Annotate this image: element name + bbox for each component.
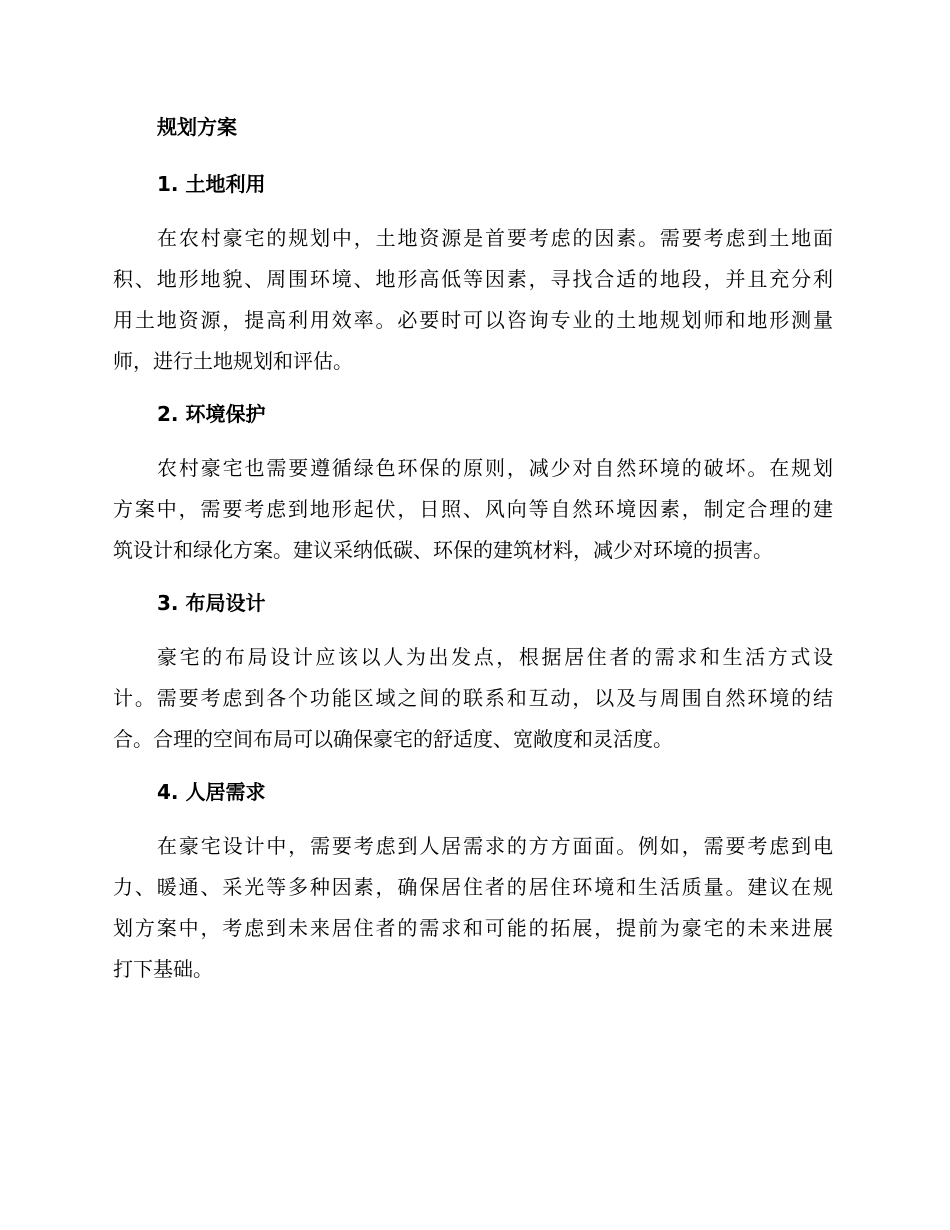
paragraph-line: 用土地资源，提高利用效率。必要时可以咨询专业的土地规划师和地形测量	[113, 308, 833, 332]
paragraph-line: 积、地形地貌、周围环境、地形高低等因素，寻找合适的地段，并且充分利	[113, 267, 833, 291]
paragraph-line: 力、暖通、采光等多种因素，确保居住者的居住环境和生活质量。建议在规	[113, 875, 833, 899]
paragraph-line: 计。需要考虑到各个功能区域之间的联系和互动，以及与周围自然环境的结	[113, 686, 833, 710]
paragraph-line: 农村豪宅也需要遵循绿色环保的原则，减少对自然环境的破坏。在规划	[157, 456, 833, 480]
section-heading-environment: 2. 环境保护	[157, 402, 266, 426]
paragraph-line: 合。合理的空间布局可以确保豪宅的舒适度、宽敞度和灵活度。	[113, 727, 673, 751]
paragraph-line: 划方案中，考虑到未来居住者的需求和可能的拓展，提前为豪宅的未来进展	[113, 916, 833, 940]
section-paragraph-land-use	[113, 218, 833, 382]
section-heading-land-use: 1. 土地利用	[157, 172, 266, 196]
paragraph-line: 筑设计和绿化方案。建议采纳低碳、环保的建筑材料，减少对环境的损害。	[113, 538, 773, 562]
paragraph-line: 豪宅的布局设计应该以人为出发点，根据居住者的需求和生活方式设	[157, 645, 833, 669]
section-paragraph-living-needs	[113, 826, 833, 990]
section-heading-living-needs: 4. 人居需求	[157, 780, 266, 804]
paragraph-line: 在农村豪宅的规划中，土地资源是首要考虑的因素。需要考虑到土地面	[157, 226, 833, 250]
document-title: 规划方案	[157, 115, 237, 139]
paragraph-line: 打下基础。	[113, 957, 213, 981]
section-paragraph-environment	[113, 448, 833, 571]
paragraph-line: 在豪宅设计中，需要考虑到人居需求的方方面面。例如，需要考虑到电	[157, 834, 833, 858]
document-body	[113, 104, 833, 998]
section-paragraph-layout	[113, 637, 833, 760]
paragraph-line: 方案中，需要考虑到地形起伏，日照、风向等自然环境因素，制定合理的建	[113, 497, 833, 521]
paragraph-line: 师，进行土地规划和评估。	[113, 349, 353, 373]
section-heading-layout: 3. 布局设计	[157, 591, 266, 615]
